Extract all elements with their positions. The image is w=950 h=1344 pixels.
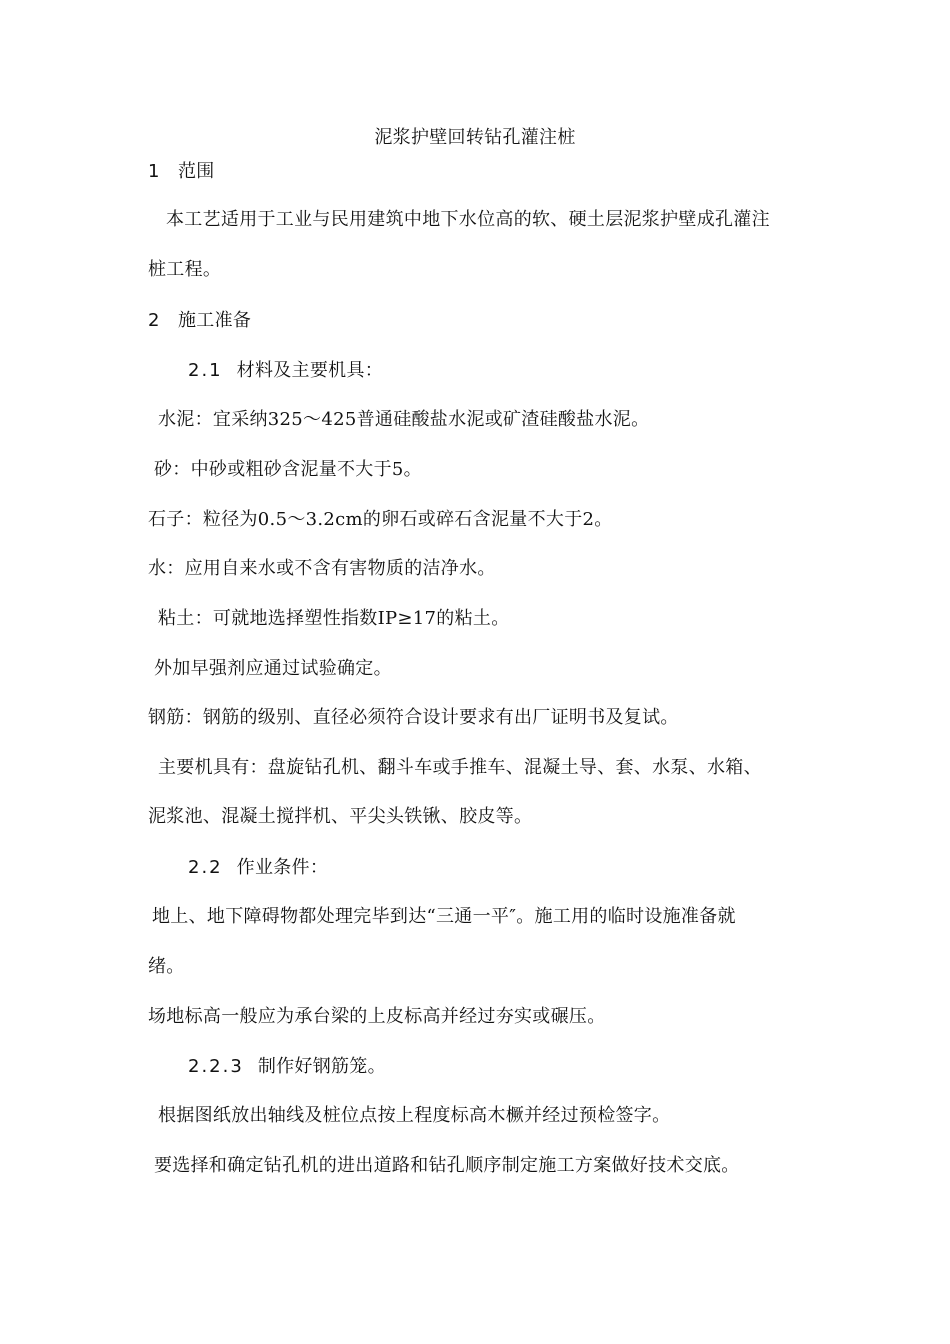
paragraph: 主要机具有：盘旋钻孔机、翻斗车或手推车、混凝土导、套、水泵、水箱、 (158, 757, 762, 778)
subsection-number: 2.2.3 (188, 1056, 244, 1077)
section-title: 范围 (178, 161, 215, 182)
paragraph: 本工艺适用于工业与民用建筑中地下水位高的软、硬土层泥浆护壁成孔灌注 (166, 209, 770, 230)
subsection-title: 制作好钢筋笼。 (257, 1056, 386, 1077)
paragraph: 石子：粒径为0.5～3.2cm的卵石或碎石含泥量不大于2。 (148, 509, 613, 530)
subsection-heading-2-2-3 (188, 1055, 386, 1079)
document-title: 泥浆护壁回转钻孔灌注桩 (374, 127, 576, 148)
subsection-number: 2.2 (188, 857, 223, 878)
subsection-title: 作业条件： (236, 857, 329, 878)
paragraph: 地上、地下障碍物都处理完毕到达“三通一平″。施工用的临时设施准备就 (152, 906, 736, 927)
subsection-heading-2-2 (188, 856, 328, 880)
paragraph: 钢筋：钢筋的级别、直径必须符合设计要求有出厂证明书及复试。 (148, 707, 679, 728)
section-heading-1 (148, 160, 215, 184)
paragraph: 绪。 (148, 956, 185, 977)
paragraph: 泥浆池、混凝土搅拌机、平尖头铁锹、胶皮等。 (148, 806, 533, 827)
paragraph: 桩工程。 (148, 259, 222, 280)
subsection-title: 材料及主要机具： (236, 360, 384, 381)
paragraph: 砂：中砂或粗砂含泥量不大于5。 (154, 459, 422, 480)
paragraph: 水：应用自来水或不含有害物质的洁净水。 (148, 558, 496, 579)
paragraph: 根据图纸放出轴线及桩位点按上程度标高木橛并经过预检签字。 (158, 1105, 671, 1126)
paragraph: 场地标高一般应为承台梁的上皮标高并经过夯实或碾压。 (148, 1006, 606, 1027)
paragraph: 粘土：可就地选择塑性指数IP≥17的粘土。 (158, 608, 510, 629)
paragraph: 要选择和确定钻孔机的进出道路和钻孔顺序制定施工方案做好技术交底。 (154, 1155, 740, 1176)
subsection-heading-2-1 (188, 359, 383, 383)
section-number: 1 (148, 161, 160, 182)
subsection-number: 2.1 (188, 360, 223, 381)
section-heading-2 (148, 309, 251, 333)
section-number: 2 (148, 310, 160, 331)
paragraph: 水泥：宜采纳325～425普通硅酸盐水泥或矿渣硅酸盐水泥。 (158, 409, 650, 430)
section-title: 施工准备 (178, 310, 252, 331)
paragraph: 外加早强剂应通过试验确定。 (154, 658, 392, 679)
